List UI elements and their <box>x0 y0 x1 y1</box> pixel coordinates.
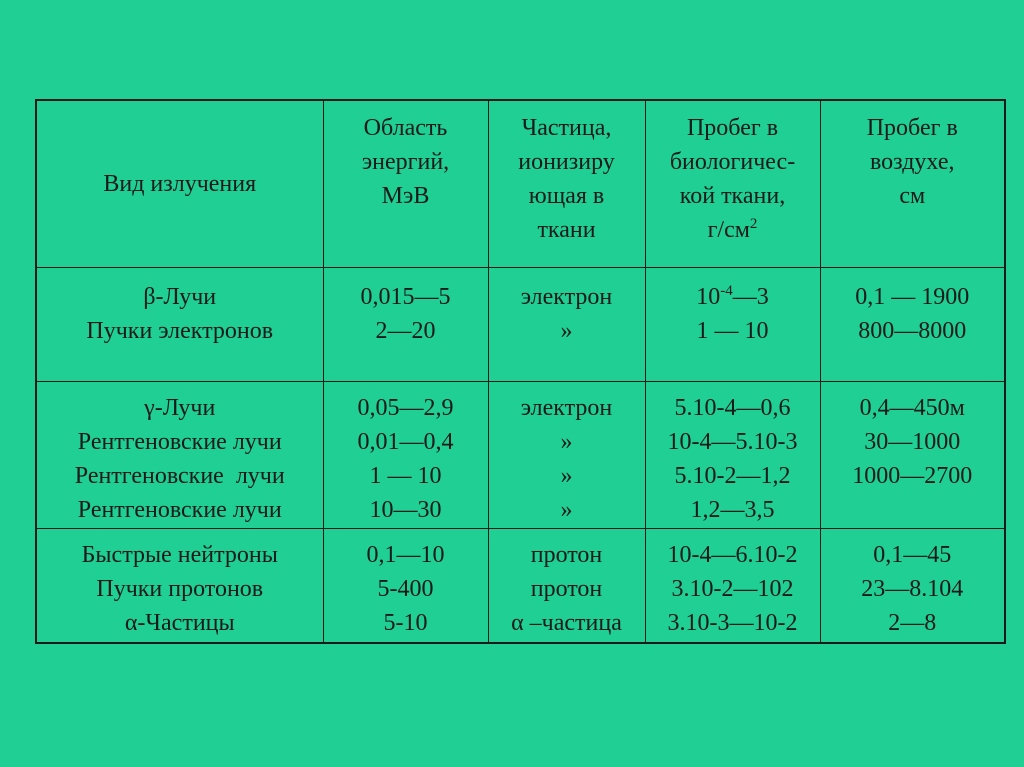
unit-text: г/см <box>707 217 750 243</box>
header-ionizing-particle: Частица, ионизиру ющая в ткани <box>488 100 645 268</box>
header-row <box>36 100 1005 268</box>
table-row <box>36 382 1005 529</box>
cell-range-air: 0,1—45 23—8.104 2—8 <box>820 529 1005 644</box>
cell-range-air: 0,1 — 1900 800—8000 <box>820 268 1005 382</box>
radiation-table <box>35 99 1006 644</box>
header-range-air: Пробег в воздухе, см <box>820 100 1005 268</box>
header-range-tissue: Пробег в биологичес- кой ткани, $г/см^2$ <box>645 100 820 268</box>
cell-range-tissue: $10^{-4}—3$ 1 — 10 <box>645 268 820 382</box>
cell-range-tissue: 10-4—6.10-2 3.10-2—102 3.10-3—10-2 <box>645 529 820 644</box>
cell-radiation-type: β-Лучи Пучки электронов <box>36 268 323 382</box>
cell-range-tissue: 5.10-4—0,6 10-4—5.10-3 5.10-2—1,2 1,2—3,5 <box>645 382 820 529</box>
cell-range-air: 0,4—450м 30—1000 1000—2700 <box>820 382 1005 529</box>
table-row <box>36 529 1005 644</box>
cell-ionizing-particle: протон протон α –частица <box>488 529 645 644</box>
cell-energy-range: 0,015—5 2—20 <box>323 268 488 382</box>
unit-exponent: 2 <box>749 216 758 232</box>
cell-energy-range: 0,1—10 5-400 5-10 <box>323 529 488 644</box>
cell-ionizing-particle: электрон » » » <box>488 382 645 529</box>
header-radiation-type: Вид излучения <box>36 100 323 268</box>
table-row <box>36 268 1005 382</box>
exponent: -4 <box>720 283 733 299</box>
cell-ionizing-particle: электрон » <box>488 268 645 382</box>
cell-radiation-type: γ-Лучи Рентгеновские лучи Рентгеновские лучи Рентгеновские лучи <box>36 382 323 529</box>
cell-radiation-type: Быстрые нейтроны Пучки протонов α-Частицы <box>36 529 323 644</box>
header-energy-range: Область энергий, МэВ <box>323 100 488 268</box>
cell-energy-range: 0,05—2,9 0,01—0,4 1 — 10 10—30 <box>323 382 488 529</box>
